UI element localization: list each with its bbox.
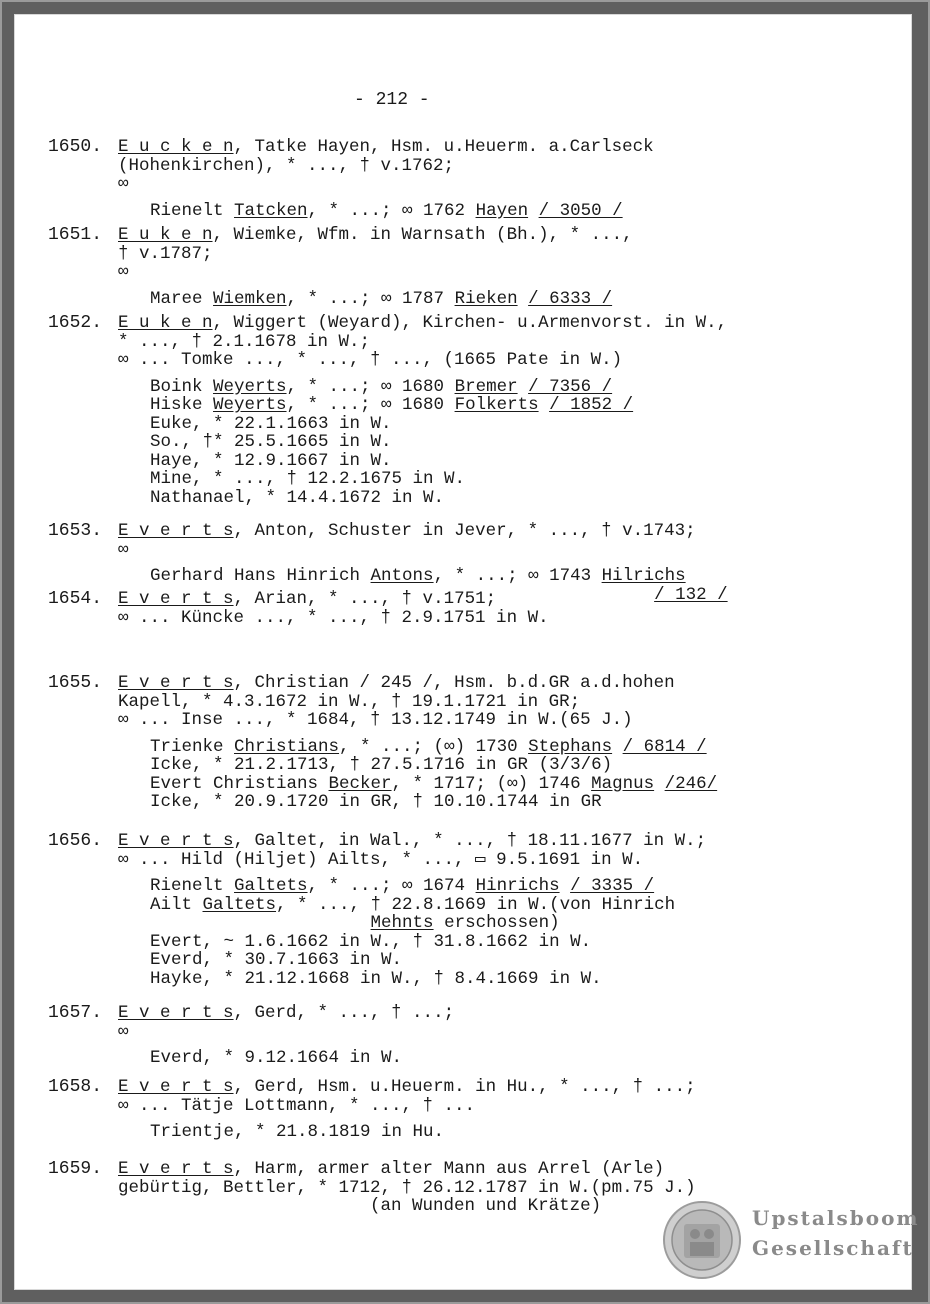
- child-line: [150, 756, 612, 774]
- family-name: E v e r t s: [118, 521, 234, 541]
- child-line: [150, 396, 633, 414]
- child-line: [150, 896, 675, 914]
- surname: Magnus: [591, 773, 655, 794]
- entry-detail-text: ∞ ... Küncke ..., * ..., † 2.9.1751 in W.: [118, 607, 549, 628]
- child-text: Evert, ~ 1.6.1662 in W., † 31.8.1662 in W.: [150, 931, 592, 952]
- entry-detail-line: [118, 351, 622, 369]
- surname: Folkerts: [454, 395, 539, 415]
- child-line: [150, 914, 560, 932]
- entry-heading: [118, 522, 696, 540]
- surname: Hayen: [475, 200, 529, 221]
- entry-detail-text: ∞ ... Tomke ..., * ..., † ..., (1665 Pate in W.): [118, 350, 623, 370]
- child-line: [150, 567, 686, 585]
- child-text: Trienke: [150, 736, 235, 757]
- child-text: Gerhard Hans Hinrich: [150, 566, 371, 586]
- entry-detail-line: [118, 1023, 129, 1041]
- seal-icon: [662, 1200, 742, 1280]
- surname: Galtets: [202, 894, 277, 915]
- entry-heading-text: , Wiggert (Weyard), Kirchen- u.Armenvorst. in W.,: [212, 313, 728, 333]
- entry-heading: [118, 674, 675, 692]
- entry-number: 1655.: [48, 673, 103, 693]
- entry-detail-line: [118, 333, 370, 351]
- child-text: [150, 913, 371, 933]
- child-line: [150, 775, 717, 793]
- entry-detail-line: [118, 609, 549, 627]
- child-line: [150, 433, 392, 451]
- entry-detail-text: ∞: [118, 539, 129, 560]
- child-text: Ailt: [150, 894, 203, 915]
- page-number: - 212 -: [354, 90, 430, 110]
- entry-detail-text: gebürtig, Bettler, * 1712, † 26.12.1787 in W.(pm.75 J.): [118, 1177, 696, 1198]
- child-line: [150, 933, 591, 951]
- surname: Mehnts: [370, 913, 434, 933]
- reference-number: / 3050 /: [538, 200, 623, 221]
- surname: Antons: [370, 566, 434, 586]
- surname: Hilrichs: [601, 566, 686, 586]
- child-line: [150, 489, 444, 507]
- entry-heading: [118, 590, 496, 608]
- child-line: [150, 793, 602, 811]
- family-name: E v e r t s: [118, 1159, 234, 1179]
- child-text: Everd, * 30.7.1663 in W.: [150, 950, 403, 970]
- entry-number: 1651.: [48, 225, 103, 245]
- child-text: [560, 876, 571, 896]
- entry-detail-text: * ..., † 2.1.1678 in W.;: [118, 331, 371, 352]
- reference-number: /246/: [664, 773, 718, 794]
- child-text: Maree: [150, 288, 214, 309]
- entry-detail-line: [118, 851, 643, 869]
- child-text: Everd, * 9.12.1664 in W.: [150, 1048, 403, 1068]
- child-text: , * ...; (∞) 1730: [339, 736, 529, 757]
- document-page: [14, 14, 920, 1290]
- child-line: [150, 1123, 444, 1141]
- family-name: E u k e n: [118, 313, 213, 333]
- family-name: E v e r t s: [118, 589, 234, 609]
- child-text: Boink: [150, 376, 214, 397]
- child-text: Euke, * 22.1.1663 in W.: [150, 413, 392, 434]
- entry-detail-text: † v.1787;: [118, 243, 213, 264]
- entry-detail-line: [118, 711, 633, 729]
- entry-heading: [118, 1004, 454, 1022]
- child-line: [150, 452, 392, 470]
- entry-number: 1659.: [48, 1159, 103, 1179]
- reference-number: / 6333 /: [528, 288, 613, 309]
- entry-detail-line: [118, 1097, 475, 1115]
- entry-heading-text: , Galtet, in Wal., * ..., † 18.11.1677 in W.;: [233, 831, 707, 851]
- child-text: [612, 737, 623, 757]
- child-text: [539, 395, 550, 415]
- entry-heading: [118, 1078, 696, 1096]
- entry-detail-line: [118, 157, 454, 175]
- child-line: [150, 1049, 402, 1067]
- family-name: E v e r t s: [118, 831, 234, 851]
- child-text: Icke, * 20.9.1720 in GR, † 10.10.1744 in GR: [150, 792, 602, 812]
- entry-heading-text: , Harm, armer alter Mann aus Arrel (Arle): [233, 1159, 665, 1179]
- child-line: [150, 877, 654, 895]
- surname: Wiemken: [213, 288, 287, 309]
- child-text: [518, 377, 529, 397]
- entry-number: 1657.: [48, 1003, 103, 1023]
- entry-detail-text: ∞ ... Hild (Hiljet) Ailts, * ..., ▭ 9.5.1691 in W.: [118, 849, 644, 870]
- entry-detail-text: ∞: [118, 1021, 129, 1042]
- logo-text-line2: Gesellschaft: [752, 1236, 914, 1260]
- child-line: [150, 378, 612, 396]
- child-text: Hiske: [150, 395, 214, 415]
- entry-detail-line: [118, 263, 129, 281]
- entry-detail-line: [118, 1179, 696, 1197]
- family-name: E v e r t s: [118, 1003, 234, 1023]
- child-line: [150, 738, 707, 756]
- child-text: Nathanael, * 14.4.1672 in W.: [150, 487, 445, 508]
- entry-detail-text: Kapell, * 4.3.1672 in W., † 19.1.1721 in GR;: [118, 691, 581, 712]
- surname: Galtets: [234, 876, 308, 896]
- child-text: erschossen): [433, 913, 560, 933]
- surname: Rieken: [454, 288, 518, 309]
- child-text: Trientje, * 21.8.1819 in Hu.: [150, 1122, 445, 1142]
- family-name: E u c k e n: [118, 137, 234, 157]
- entry-heading: [118, 832, 706, 850]
- society-logo: [662, 1200, 920, 1280]
- family-name: E v e r t s: [118, 1077, 234, 1097]
- surname: Becker: [328, 773, 392, 794]
- child-line: [150, 202, 623, 220]
- entry-number: 1653.: [48, 521, 103, 541]
- reference-number: / 132 /: [654, 584, 728, 605]
- entry-number: 1654.: [48, 589, 103, 609]
- reference-number: / 3335 /: [570, 876, 655, 896]
- entry-detail-line: [118, 175, 129, 193]
- surname: Hinrichs: [475, 876, 560, 896]
- child-text: , * ...; ∞ 1787: [286, 288, 455, 309]
- entry-heading-text: , Wiemke, Wfm. in Warnsath (Bh.), * ...,: [212, 225, 633, 245]
- entry-heading: [118, 314, 727, 332]
- entry-heading: [118, 1160, 664, 1178]
- child-line: [150, 470, 465, 488]
- logo-text-line1: Upstalsboom: [752, 1206, 920, 1230]
- child-text: Rienelt: [150, 876, 235, 896]
- reference-number: / 7356 /: [528, 376, 613, 397]
- entry-detail-line: [118, 693, 580, 711]
- child-text: Hayke, * 21.12.1668 in W., † 8.4.1669 in W.: [150, 968, 602, 989]
- child-text: [518, 289, 529, 309]
- child-text: Rienelt: [150, 200, 235, 221]
- child-text: , * ...; ∞ 1762: [307, 200, 476, 221]
- surname: Stephans: [528, 736, 613, 757]
- child-text: So., †* 25.5.1665 in W.: [150, 432, 392, 452]
- child-text: [654, 774, 665, 794]
- surname: Weyerts: [213, 376, 287, 397]
- entry-number: 1650.: [48, 137, 103, 157]
- surname: Christians: [234, 736, 340, 757]
- child-text: Mine, * ..., † 12.2.1675 in W.: [150, 469, 466, 489]
- entry-heading-text: , Arian, * ..., † v.1751;: [233, 589, 497, 609]
- child-text: , * ..., † 22.8.1669 in W.(von Hinrich: [276, 894, 676, 915]
- entry-detail-text: ∞: [118, 174, 129, 194]
- child-text: , * ...; ∞ 1674: [307, 876, 476, 896]
- entry-heading-text: , Tatke Hayen, Hsm. u.Heuerm. a.Carlseck: [233, 137, 654, 157]
- scan-frame: [2, 2, 928, 1302]
- child-text: [528, 201, 539, 221]
- entry-heading-text: , Gerd, Hsm. u.Heuerm. in Hu., * ..., † ...;: [233, 1077, 696, 1097]
- entry-detail-line: [118, 1197, 601, 1215]
- child-line: [150, 415, 392, 433]
- surname: Tatcken: [234, 200, 308, 221]
- entry-detail-text: ∞: [118, 262, 129, 282]
- entry-detail-text: ∞ ... Inse ..., * 1684, † 13.12.1749 in W.(65 J.): [118, 710, 633, 730]
- family-name: E u k e n: [118, 225, 213, 245]
- child-line: [150, 970, 602, 988]
- child-text: Haye, * 12.9.1667 in W.: [150, 450, 392, 471]
- child-text: , * ...; ∞ 1680: [286, 395, 455, 415]
- child-text: , * ...; ∞ 1680: [286, 376, 455, 397]
- entry-detail-text: ∞ ... Tätje Lottmann, * ..., † ...: [118, 1095, 476, 1116]
- child-line: [150, 951, 402, 969]
- entry-heading: [118, 226, 633, 244]
- child-text: , * ...; ∞ 1743: [433, 566, 602, 586]
- reference-number: / 1852 /: [549, 395, 634, 415]
- child-text: Icke, * 21.2.1713, † 27.5.1716 in GR (3/3/6): [150, 755, 613, 775]
- entry-heading-text: , Gerd, * ..., † ...;: [233, 1003, 455, 1023]
- entry-number: 1652.: [48, 313, 103, 333]
- child-line: [150, 290, 612, 308]
- reference-number: / 6814 /: [622, 736, 707, 757]
- surname: Bremer: [454, 376, 518, 397]
- entry-heading: [118, 138, 654, 156]
- child-text: Evert Christians: [150, 773, 329, 794]
- child-text: , * 1717; (∞) 1746: [391, 773, 592, 794]
- family-name: E v e r t s: [118, 673, 234, 693]
- entry-detail-line: [118, 541, 129, 559]
- entry-detail-line: [118, 245, 213, 263]
- entry-heading-text: , Anton, Schuster in Jever, * ..., † v.1743;: [233, 521, 696, 541]
- entry-detail-text: (an Wunden und Krätze): [118, 1196, 602, 1216]
- entry-number: 1656.: [48, 831, 103, 851]
- surname: Weyerts: [213, 395, 287, 415]
- entry-number: 1658.: [48, 1077, 103, 1097]
- entry-detail-text: (Hohenkirchen), * ..., † v.1762;: [118, 155, 455, 176]
- entry-heading-text: , Christian / 245 /, Hsm. b.d.GR a.d.hohen: [233, 673, 675, 693]
